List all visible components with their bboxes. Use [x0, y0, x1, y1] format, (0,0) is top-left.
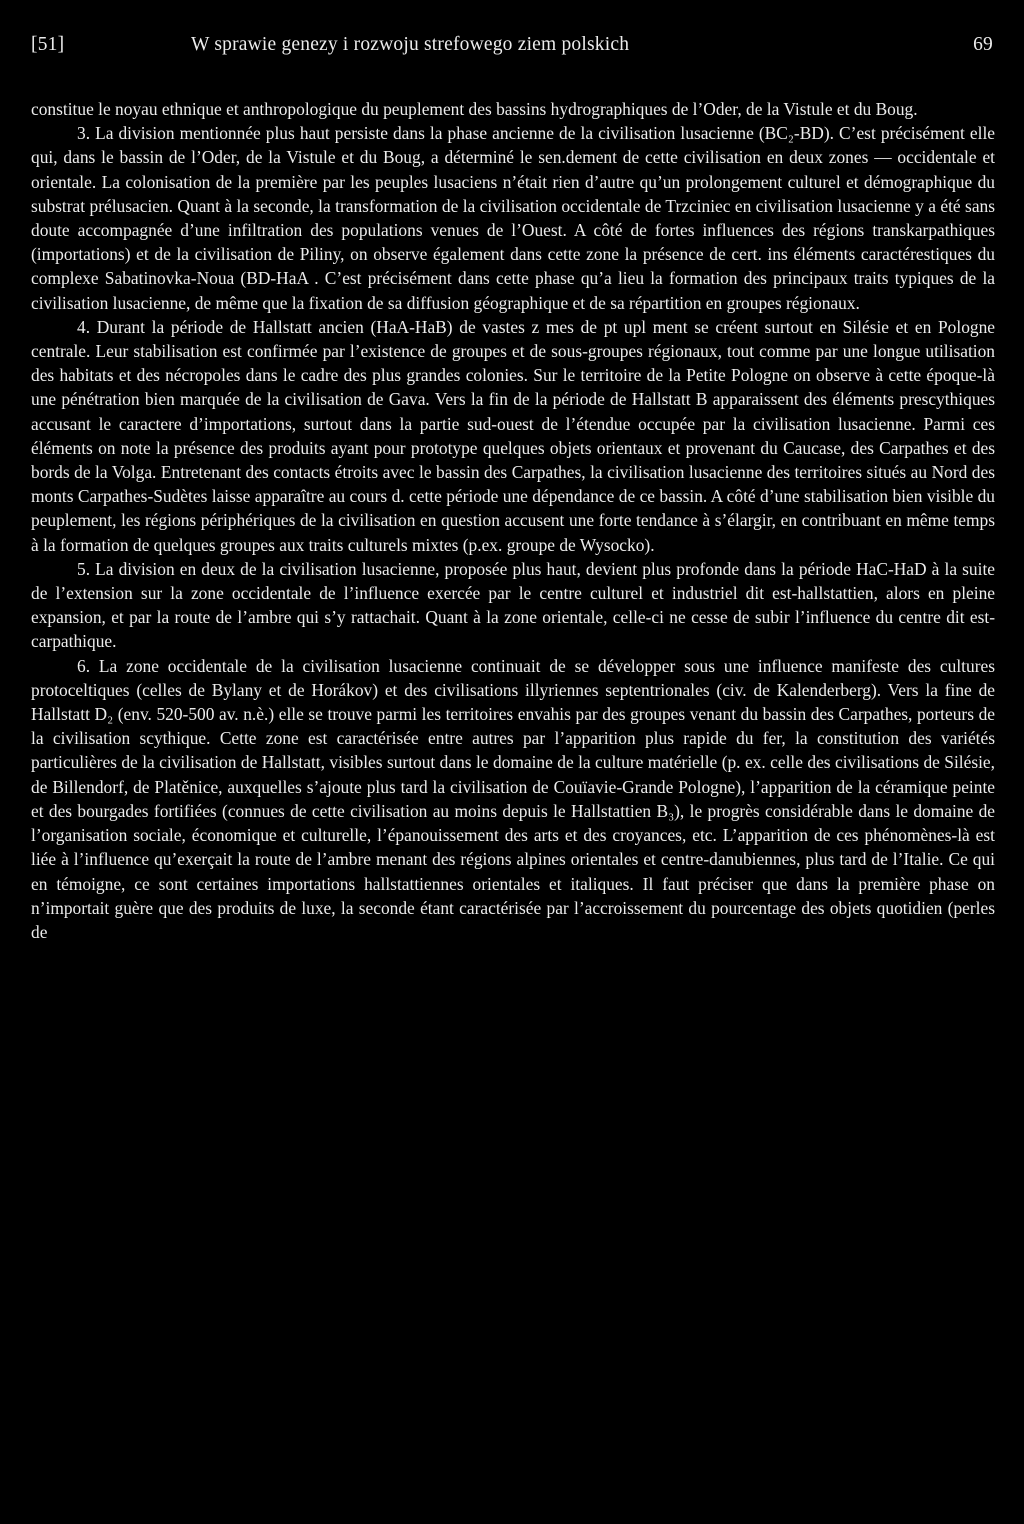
body-text	[31, 97, 995, 944]
paragraph-4: 4. Durant la période de Hallstatt ancien (HaA-HaB) de vastes z mes de pt upl ment se créent surtout en Silésie et en Pologne centrale. Leur stabilisation est confirmée par l’existence de groupes et de sous-groupes régionaux, tout comme par une longue utilisation des habitats et des nécropoles dans le cadre des plus grandes colonies. Sur le territoire de la Petite Pologne on observe à cette époque-là une pénétration bien marquée de la civilisation de Gava. Vers la fin de la période de Hallstatt B apparaissent des éléments prescythiques accusant le caractere d’importations, surtout dans la partie sud-ouest de l’étendue occupée par la civilisation lusacienne. Parmi ces éléments on note la présence des produits ayant pour prototype quelques objets orientaux et provenant du Caucase, des Carpathes et des bords de la Volga. Entretenant des contacts étroits avec le bassin des Carpathes, la civilisation lusacienne des territoires situés au Nord des monts Carpathes-Sudètes laisse apparaître au cours d. cette période une dépendance de ce bassin. A côté d’une stabilisation bien visible du peuplement, les régions périphériques de la civilisation en question accusent une forte tendance à s’élargir, en contribuant en même temps à la formation de quelques groupes aux traits culturels mixtes (p.ex. groupe de Wysocko).	[31, 316, 995, 555]
book-page	[31, 0, 995, 1524]
running-header	[31, 34, 995, 60]
paragraph-5: 5. La division en deux de la civilisation lusacienne, proposée plus haut, devient plus profonde dans la période HaC-HaD à la suite de l’extension sur la zone occidentale de l’influence exercée par le centre culturel et industriel dit est-hallstattien, alors en pleine expansion, et par la route de l’ambre qui s’y rattachait. Quant à la zone orientale, celle-ci ne cesse de subir l’influence du centre dit est-carpathique.	[31, 558, 995, 652]
running-title: W sprawie genezy i rozwoju strefowego ziem polskich	[191, 34, 630, 55]
paragraph-6: 6. La zone occidentale de la civilisation lusacienne continuait de se développer sous une influence manifeste des cultures protoceltiques (celles de Bylany et de Horákov) et des civilisations illyriennes septentrionales (civ. de Kalenderberg). Vers la fine de Hallstatt D₂ (env. 520-500 av. n.è.) elle se trouve parmi les territoires envahis par des groupes venant du bassin des Carpathes, porteurs de la civilisation scythique. Cette zone est caractérisée entre autres par l’apparition plus rapide du fer, la constitution des variétés particulières de la civilisation de Hallstatt, visibles surtout dans le domaine de la culture matérielle (p. ex. celle des civilisations de Silésie, de Billendorf, de Platěnice, auxquelles s’ajoute plus tard la civilisation de Couïavie-Grande Pologne), l’apparition de la céramique peinte et des bourgades fortifiées (connues de cette civilisation au moins depuis le Hallstattien B₃), le progrès considérable dans le domaine de l’organisation sociale, économique et culturelle, l’épanouissement des arts et des croyances, etc. L’apparition de ces phénomènes-là est liée à l’influence qu’exerçait la route de l’ambre menant des régions alpines orientales et centre-danubiennes, plus tard de l’Italie. Ce qui en témoigne, ce sont certaines importations hallstattiennes orientales et italiques. Il faut préciser que dans la première phase on n’importait guère que des produits de luxe, la seconde étant caractérisée par l’accroissement du pourcentage des objets quotidien (perles de	[31, 655, 995, 942]
page-number: 69	[973, 34, 993, 55]
left-page-reference: [51]	[31, 34, 65, 55]
paragraph-continuation: constitue le noyau ethnique et anthropologique du peuplement des bassins hydrographiques de l’Oder, de la Vistule et du Boug.	[31, 99, 918, 119]
paragraph-3: 3. La division mentionnée plus haut persiste dans la phase ancienne de la civilisation lusacienne (BC₂-BD). C’est précisément elle qui, dans le bassin de l’Oder, de la Vistule et du Boug, a déterminé le sen.dement de cette civilisation en deux zones — occidentale et orientale. La colonisation de la première par les peuples lusaciens n’était rien d’autre qu’un prolongement culturel et démographique du substrat prélusacien. Quant à la seconde, la transformation de la civilisation occidentale de Trzciniec en civilisation lusacienne y a été sans doute accompagnée d’une infiltration des populations venues de l’Ouest. A côté de fortes influences des régions transkarpathiques (importations) et de la civilisation de Piliny, on observe également dans cette zone la présence de cert. ins éléments caractérestiques du complexe Sabatinovka-Noua (BD-HaA . C’est précisément dans cette phase qu’a lieu la formation des principaux traits typiques de la civilisation lusacienne, de même que la fixation de sa diffusion géographique et de sa répartition en groupes régionaux.	[31, 123, 995, 313]
